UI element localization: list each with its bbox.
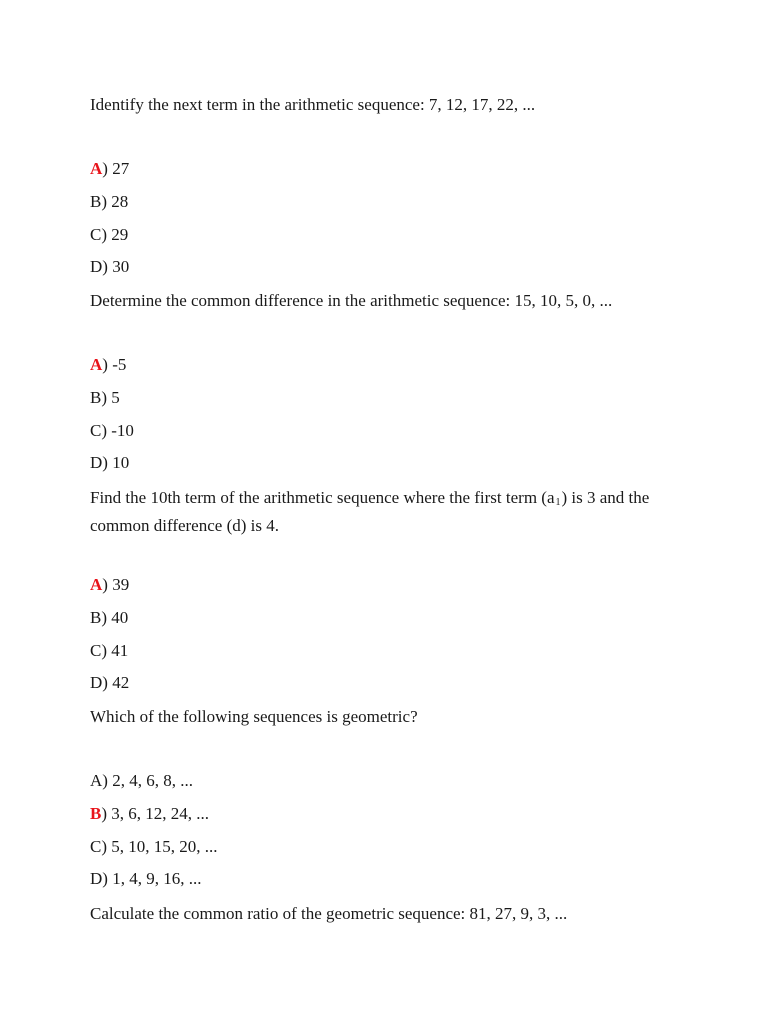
option-text: ) 2, 4, 6, 8, ... [102, 771, 193, 790]
question-4-text: Which of the following sequences is geometric? [90, 707, 418, 726]
question-2-option-b [90, 388, 120, 408]
option-text: ) 27 [102, 159, 130, 178]
option-text: ) 5, 10, 15, 20, ... [101, 837, 218, 856]
question-3-option-d [90, 673, 129, 693]
option-letter: D [90, 673, 103, 692]
question-2-option-d [90, 453, 129, 473]
option-letter: D [90, 257, 103, 276]
option-text: ) 30 [102, 257, 130, 276]
question-5-text: Calculate the common ratio of the geometric sequence: 81, 27, 9, 3, ... [90, 904, 568, 923]
option-letter: C [90, 225, 102, 244]
option-letter: D [90, 869, 103, 888]
option-text: ) 3, 6, 12, 24, ... [101, 804, 210, 823]
question-1-option-d [90, 257, 129, 277]
question-3-option-c [90, 641, 128, 661]
question-4-option-c [90, 837, 218, 857]
option-letter: B [90, 388, 102, 407]
question-3-option-b [90, 608, 128, 628]
option-text: ) -10 [101, 421, 134, 440]
option-text: ) 5 [101, 388, 120, 407]
option-text: ) 41 [101, 641, 129, 660]
option-letter: C [90, 837, 102, 856]
question-4-option-b [90, 804, 209, 824]
option-text: ) 42 [102, 673, 130, 692]
question-1-option-b [90, 192, 128, 212]
question-2-option-c [90, 421, 134, 441]
correct-option-letter: B [90, 804, 102, 823]
question-3-text [90, 486, 690, 537]
option-text: ) 28 [101, 192, 129, 211]
question-1-option-a [90, 159, 129, 179]
correct-option-letter: A [90, 159, 103, 178]
option-text: ) 29 [101, 225, 129, 244]
option-letter: B [90, 192, 102, 211]
option-letter: C [90, 641, 102, 660]
question-3-text-end: ) is 3 and the common difference (d) is 4. [90, 488, 650, 535]
question-3-text-start: Find the 10th term of the arithmetic sequence where the first term (a [90, 488, 555, 507]
option-letter: D [90, 453, 103, 472]
option-letter: C [90, 421, 102, 440]
question-4-option-d [90, 869, 201, 889]
option-letter: B [90, 608, 102, 627]
option-text: ) -5 [102, 355, 127, 374]
option-text: ) 10 [102, 453, 130, 472]
question-1-text: Identify the next term in the arithmetic sequence: 7, 12, 17, 22, ... [90, 95, 536, 114]
option-text: ) 40 [101, 608, 129, 627]
question-2-text: Determine the common difference in the arithmetic sequence: 15, 10, 5, 0, ... [90, 291, 613, 310]
option-text: ) 39 [102, 575, 130, 594]
question-4-option-a [90, 771, 193, 791]
option-letter: A [90, 771, 103, 790]
correct-option-letter: A [90, 355, 103, 374]
question-3-option-a [90, 575, 129, 595]
option-text: ) 1, 4, 9, 16, ... [102, 869, 202, 888]
subscript: 1 [555, 497, 561, 508]
question-1-option-c [90, 225, 128, 245]
question-2-option-a [90, 355, 126, 375]
correct-option-letter: A [90, 575, 103, 594]
